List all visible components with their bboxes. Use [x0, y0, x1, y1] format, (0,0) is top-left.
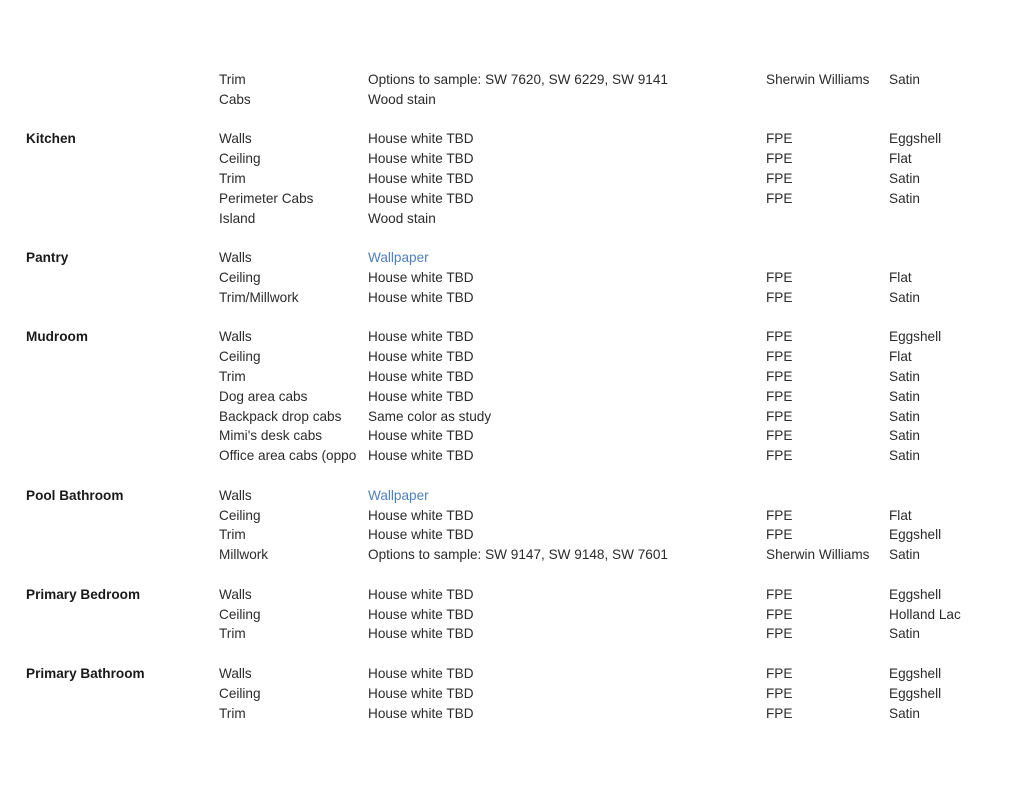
- brand-cell: FPE: [766, 606, 793, 622]
- schedule-row: [0, 525, 1035, 545]
- brand-cell: FPE: [766, 388, 793, 404]
- finish-cell: Eggshell: [889, 586, 942, 602]
- schedule-row: [0, 268, 1035, 288]
- schedule-row: [0, 248, 1035, 268]
- finish-cell: Flat: [889, 507, 912, 523]
- brand-cell: FPE: [766, 170, 793, 186]
- schedule-row: [0, 664, 1035, 684]
- finish-cell: Eggshell: [889, 685, 942, 701]
- brand-cell: FPE: [766, 705, 793, 721]
- color-cell: House white TBD: [368, 705, 474, 721]
- brand-cell: FPE: [766, 586, 793, 602]
- surface-cell: Walls: [219, 665, 252, 681]
- surface-cell: Walls: [219, 487, 252, 503]
- surface-cell: Trim: [219, 368, 246, 384]
- brand-cell: Sherwin Williams: [766, 72, 870, 87]
- schedule-row: [0, 327, 1035, 347]
- brand-cell: FPE: [766, 626, 793, 642]
- surface-cell: Ceiling: [219, 507, 261, 523]
- surface-cell: Walls: [219, 329, 252, 345]
- finish-cell: Eggshell: [889, 527, 942, 543]
- wallpaper-link[interactable]: Wallpaper: [368, 487, 429, 503]
- schedule-row: [0, 347, 1035, 367]
- brand-cell: FPE: [766, 289, 793, 305]
- brand-cell: FPE: [766, 349, 793, 365]
- color-cell: House white TBD: [368, 349, 474, 365]
- schedule-row: [0, 545, 1035, 565]
- paint-schedule-sheet: [0, 70, 1035, 723]
- surface-cell: Ceiling: [219, 349, 261, 365]
- color-cell: House white TBD: [368, 190, 474, 206]
- schedule-row: [0, 288, 1035, 308]
- schedule-row: [0, 70, 1035, 90]
- room-name: Pantry: [26, 250, 69, 266]
- finish-cell: Satin: [889, 368, 920, 384]
- schedule-row: [0, 486, 1035, 506]
- finish-cell: Holland Lac: [889, 606, 961, 622]
- color-cell: House white TBD: [368, 170, 474, 186]
- room-name: Primary Bedroom: [26, 586, 141, 602]
- finish-cell: Flat: [889, 349, 912, 365]
- room-name: Kitchen: [26, 131, 76, 147]
- brand-cell: FPE: [766, 507, 793, 523]
- brand-cell: FPE: [766, 269, 793, 285]
- brand-cell: FPE: [766, 428, 793, 444]
- brand-cell: FPE: [766, 131, 793, 147]
- finish-cell: Satin: [889, 170, 920, 186]
- finish-cell: Flat: [889, 269, 912, 285]
- surface-cell: Perimeter Cabs: [219, 190, 314, 206]
- schedule-row: [0, 169, 1035, 189]
- brand-cell: FPE: [766, 665, 793, 681]
- color-cell: House white TBD: [368, 507, 474, 523]
- room-name: Mudroom: [26, 329, 88, 345]
- color-cell: House white TBD: [368, 606, 474, 622]
- section-spacer: [0, 466, 1035, 486]
- surface-cell: Mimi's desk cabs: [219, 428, 323, 444]
- section-spacer: [0, 110, 1035, 130]
- finish-cell: Eggshell: [889, 329, 942, 345]
- color-cell: House white TBD: [368, 151, 474, 167]
- surface-cell: Trim/Millwork: [219, 289, 299, 305]
- finish-cell: Eggshell: [889, 131, 942, 147]
- color-cell: House white TBD: [368, 428, 474, 444]
- color-cell: House white TBD: [368, 448, 474, 464]
- surface-cell: Trim: [219, 705, 246, 721]
- section-spacer: [0, 565, 1035, 585]
- surface-cell: Ceiling: [219, 269, 261, 285]
- finish-cell: Satin: [889, 289, 920, 305]
- color-cell: Wood stain: [368, 210, 436, 226]
- color-cell: Options to sample: SW 7620, SW 6229, SW 9141: [368, 72, 668, 87]
- wallpaper-link[interactable]: Wallpaper: [368, 250, 429, 266]
- finish-cell: Satin: [889, 705, 920, 721]
- brand-cell: FPE: [766, 151, 793, 167]
- surface-cell: Ceiling: [219, 685, 261, 701]
- brand-cell: FPE: [766, 408, 793, 424]
- finish-cell: Satin: [889, 428, 920, 444]
- schedule-row: [0, 585, 1035, 605]
- surface-cell: Trim: [219, 527, 246, 543]
- schedule-row: [0, 90, 1035, 110]
- color-cell: House white TBD: [368, 527, 474, 543]
- section-spacer: [0, 308, 1035, 328]
- schedule-row: [0, 506, 1035, 526]
- brand-cell: FPE: [766, 329, 793, 345]
- schedule-row: [0, 446, 1035, 466]
- color-cell: House white TBD: [368, 665, 474, 681]
- brand-cell: FPE: [766, 685, 793, 701]
- schedule-row: [0, 704, 1035, 724]
- brand-cell: Sherwin Williams: [766, 547, 870, 563]
- color-cell: House white TBD: [368, 269, 474, 285]
- brand-cell: FPE: [766, 368, 793, 384]
- room-name: Primary Bathroom: [26, 665, 145, 681]
- color-cell: House white TBD: [368, 289, 474, 305]
- schedule-row: [0, 387, 1035, 407]
- surface-cell: Dog area cabs: [219, 388, 308, 404]
- surface-cell: Millwork: [219, 547, 269, 563]
- finish-cell: Satin: [889, 408, 920, 424]
- schedule-row: [0, 149, 1035, 169]
- schedule-row: [0, 624, 1035, 644]
- section-spacer: [0, 644, 1035, 664]
- color-cell: Wood stain: [368, 91, 436, 107]
- schedule-row: [0, 129, 1035, 149]
- surface-cell: Walls: [219, 586, 252, 602]
- finish-cell: Satin: [889, 72, 920, 87]
- surface-cell: Island: [219, 210, 256, 226]
- finish-cell: Eggshell: [889, 665, 942, 681]
- surface-cell: Trim: [219, 170, 246, 186]
- surface-cell: Ceiling: [219, 151, 261, 167]
- schedule-row: [0, 684, 1035, 704]
- surface-cell: Ceiling: [219, 606, 261, 622]
- surface-cell: Office area cabs (oppo: [219, 448, 357, 464]
- color-cell: Options to sample: SW 9147, SW 9148, SW 7601: [368, 547, 668, 563]
- finish-cell: Satin: [889, 626, 920, 642]
- section-spacer: [0, 228, 1035, 248]
- schedule-row: [0, 605, 1035, 625]
- finish-cell: Flat: [889, 151, 912, 167]
- schedule-row: [0, 189, 1035, 209]
- finish-cell: Satin: [889, 190, 920, 206]
- color-cell: House white TBD: [368, 626, 474, 642]
- finish-cell: Satin: [889, 448, 920, 464]
- schedule-row: [0, 209, 1035, 229]
- schedule-row: [0, 426, 1035, 446]
- surface-cell: Trim: [219, 72, 246, 87]
- schedule-row: [0, 367, 1035, 387]
- brand-cell: FPE: [766, 190, 793, 206]
- color-cell: House white TBD: [368, 685, 474, 701]
- brand-cell: FPE: [766, 527, 793, 543]
- surface-cell: Backpack drop cabs: [219, 408, 342, 424]
- finish-cell: Satin: [889, 547, 920, 563]
- surface-cell: Cabs: [219, 91, 251, 107]
- surface-cell: Walls: [219, 131, 252, 147]
- brand-cell: FPE: [766, 448, 793, 464]
- color-cell: House white TBD: [368, 131, 474, 147]
- finish-cell: Satin: [889, 388, 920, 404]
- surface-cell: Trim: [219, 626, 246, 642]
- surface-cell: Walls: [219, 250, 252, 266]
- room-name: Pool Bathroom: [26, 487, 124, 503]
- color-cell: House white TBD: [368, 388, 474, 404]
- color-cell: House white TBD: [368, 368, 474, 384]
- color-cell: House white TBD: [368, 586, 474, 602]
- color-cell: Same color as study: [368, 408, 492, 424]
- color-cell: House white TBD: [368, 329, 474, 345]
- schedule-row: [0, 407, 1035, 427]
